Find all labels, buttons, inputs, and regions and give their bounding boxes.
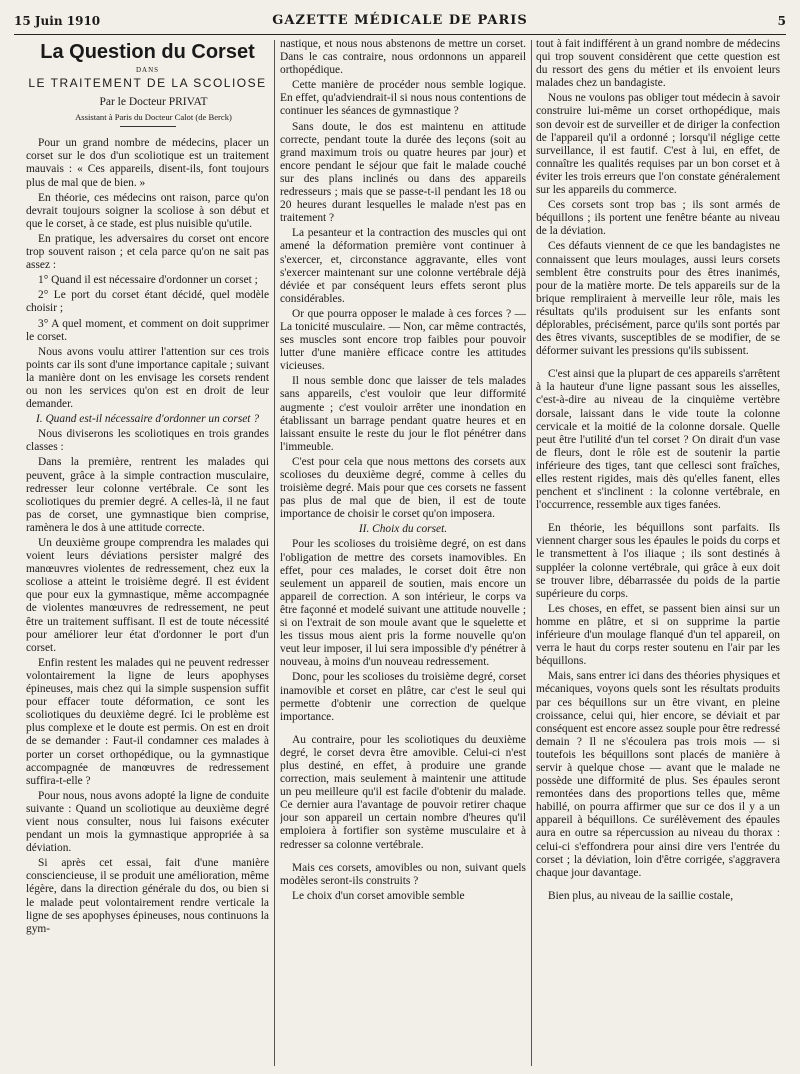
column-rule-right [531,40,532,1066]
list-item: 2° Le port du corset étant décidé, quel modèle choisir ; [26,289,269,315]
paragraph: Bien plus, au niveau de la saillie costale, [548,889,734,902]
paragraph: Un deuxième groupe comprendra les malades qui voient leurs déviations persister malgré des manœuvres violentes de redressement, chez eux la scoliose a atteint le troisième degré. Il est évident que pour eux la gymnastique, même accompagnée de violentes manœuvres de redressement, ne peut être un traitement suffisant. Il est de toute nécessité pour améliorer leur état d'ordonner le port d'un corset. [26,537,269,654]
paragraph: Sans doute, le dos est maintenu en attitude correcte, pendant toute la durée des leçons (soit au grand maximum trois ou quatre heures par jour) et encore pendant le séjour que fait le malade couché sur des plans inclinés ou dans des appareils redresseurs ; mais que se passe-t-il pendant les 18 ou 20 heures durant lesquelles le malade n'est pas en traitement ? [280,120,526,225]
section-heading: II. Choix du corset. [358,523,448,536]
column-3 [536,38,780,1068]
paragraph: Les choses, en effet, se passent bien ainsi sur un homme en plâtre, et si on supprime la partie inférieure d'un moulage flanqué d'un tel appareil, on verra le haut du corps rester soutenu en l'air par les béquillons. [536,602,780,668]
paragraph-gap [280,726,526,734]
paragraph: Pour un grand nombre de médecins, placer un corset sur le dos d'un scoliotique est un traitement mauvais : « Ces appareils, disent-ils, font toujours plus de mal que de bien. » [26,137,269,189]
paragraph: nastique, et nous nous abstenons de mettre un corset. Dans le cas contraire, nous ordonnons un appareil orthopédique. [280,38,526,77]
paragraph: C'est ainsi que la plupart de ces appareils s'arrêtent à la hauteur d'une ligne passant sous les aisselles, c'est-à-dire au niveau de la cinquième vertèbre dorsale, laissant dans le vide toute la colonne cervicale et la moitié de la colonne dorsale. Quelle peut être l'utilité d'un tel corset ? On dirait d'un vase de fleurs, dont le rôle est de soutenir la partie inférieure des tiges, tant que cellesci sont fraîches, elles restent rigides, mais dès qu'elles fanent, elles penchent et s'inclinent : la colonne vertébrale, en l'occurrence, ressemble aux tiges fanées. [536,368,780,512]
journal-title: GAZETTE MÉDICALE DE PARIS [272,13,528,28]
paragraph-gap [536,360,780,368]
article-subtitle: LE TRAITEMENT DE LA SCOLIOSE [28,76,267,90]
running-head [14,8,786,35]
list-item: 1° Quand il est nécessaire d'ordonner un corset ; [38,274,258,287]
paragraph: Nous ne voulons pas obliger tout médecin à savoir construire lui-même un corset orthopédique, mais son devoir est de surveiller et de diriger la confection de l'appareil qu'il a ordonné ; lorsqu'il néglige cette surveillance, il est fautif. C'est à lui, en effet, de connaître les qualités requises par un bon corset et à éviter les trois erreurs que l'on constate généralement sur les appareils du commerce. [536,92,780,197]
list-item: 3° A quel moment, et comment on doit supprimer le corset. [26,317,269,343]
author-affiliation: Assistant à Paris du Docteur Calot (de Berck) [75,112,232,123]
paragraph: Ces défauts viennent de ce que les bandagistes ne connaissent que leurs moulages, aussi leurs corsets semblent être construits pour des êtres inanimés, pour de la matière morte. De tels appareils sur de la brique rempliraient à merveille leur rôle, mais les résultats qu'ils produisent sur les enfants sont déplorables, précisément, parce qu'ils sont portés par des êtres vivants, susceptibles de se modifier, de se déformer suivant les pressions qu'ils subissent. [536,240,780,358]
paragraph: Enfin restent les malades qui ne peuvent redresser volontairement la ligne de leurs apophyses épineuses, mais chez qui la simple suspension suffit pour effacer toute déformation, ce sont les scoliotiques du deuxième degré. Ici le problème est plus complexe et le doute est permis. On est en droit de se demander : Faut-il condamner ces malades à porter un corset orthopédique, ou la gymnastique accompagnée de manœuvres de redressement suffira-t-elle ? [26,656,269,787]
article-author: Par le Docteur PRIVAT [99,96,208,109]
column-2 [280,38,526,1068]
paragraph: tout à fait indifférent à un grand nombre de médecins qui trop souvent considèrent que cette question est du ressort des gens du métier et ils envoient leurs malades chez un bandagiste. [536,38,780,90]
paragraph: Nous diviserons les scoliotiques en trois grandes classes : [26,428,269,454]
paragraph: Pour les scolioses du troisième degré, on est dans l'obligation de mettre des corsets inamovibles. En effet, pour ces malades, le corset doit être non seulement un appareil de soutien, mais encore un appareil de correction. A son intérieur, le corps va être façonné et modelé suivant une attitude nouvelle ; si on l'extrait de son moule avant que le squelette et les tissus mous aient pris la forme nouvelle qu'on veut leur imposer, il lui sera impossible d'y pénétrer à nouveau, à moins d'un nouveau redressement. [280,538,526,669]
article-title-connector: DANS [135,66,160,74]
paragraph: Si après cet essai, fait d'une manière consciencieuse, il se produit une amélioration, même légère, dans la direction générale du dos, ou bien si le malade peut volontairement rendre verticale la ligne de ses apophyses épineuses, nous continuons la gym- [26,857,269,935]
paragraph-gap [280,854,526,862]
paragraph: C'est pour cela que nous mettons des corsets aux scolioses du deuxième degré, comme à celles du troisième degré. Mais pour que ces corsets ne fassent pas plus de mal que de bien, il est de toute importance de choisir le corset qu'on imposera. [280,455,526,521]
paragraph: En théorie, ces médecins ont raison, parce qu'on devrait toujours soigner la scoliose à son début et que le corset, à ce stade, est plus nuisible qu'utile. [26,191,269,230]
section-heading: I. Quand est-il nécessaire d'ordonner un corset ? [35,413,260,426]
paragraph: Au contraire, pour les scoliotiques du deuxième degré, le corset devra être amovible. Celui-ci n'est plus destiné, en effet, à produire une grande correction, mais seulement à maintenir une attitude un peu meilleure qu'il est facile d'obtenir du malade. Ce dernier aura l'avantage de pouvoir retirer chaque jour son appareil un certain nombre d'heures qu'il emploiera à fortifier son système musculaire et à redresser sa colonne vertébrale. [280,733,526,851]
paragraph: La pesanteur et la contraction des muscles qui ont amené la déformation première vont continuer à s'exercer, et, circonstance aggravante, elles vont s'exercer maintenant sur une colonne vertébrale déjà déviée et par conséquent leurs effets seront plus considérables. [280,227,526,305]
paragraph: Mais ces corsets, amovibles ou non, suivant quels modèles seront-ils construits ? [280,861,526,887]
paragraph: En pratique, les adversaires du corset ont encore trop souvent raison ; et cela parce qu'on ne sait pas assez : [26,232,269,272]
column-1 [26,38,269,1068]
paragraph: Or que pourra opposer le malade à ces forces ? — La tonicité musculaire. — Non, car même contractés, ses muscles sont encore trop faibles pour pouvoir lutter d'une manière efficace contre les attitudes vicieuses. [280,307,526,373]
paragraph: Il nous semble donc que laisser de tels malades sans appareils, c'est vouloir que leur difformité augmente ; c'est vouloir arrêter une inondation en établissant un barrage pendant quatre heures et en laissant ensuite le reste du jour le flot pénétrer dans l'immeuble. [280,375,526,453]
paragraph: Mais, sans entrer ici dans des théories physiques et mécaniques, voyons quels sont les résultats produits par ces béquillons sur un être vivant, en pleine croissance, celui qui, hier encore, se déviait et par conséquent est encore assez souple pour être redressé demain ? Il ne s'écoulera pas trois mois — si toutefois les béquillons sont placés de manière à servir à quelque chose — avant que le malade ne possède une difformité de plus. Ses épaules seront remontées dans des proportions telles que, même habillé, on pourra affirmer que sur ce dos il y a un appareil à béquillons. Ce surélèvement des épaules aura en outre sa répercussion au niveau du thorax : celui-ci s'effondrera pour ainsi dire vers l'entrée du corset ; la déviation, loin d'être corrigée, s'aggravera chaque jour davantage. [536,670,780,879]
paragraph-gap [536,514,780,522]
paragraph: Ces corsets sont trop bas ; ils sont armés de béquillons ; ils portent une fenêtre béante au niveau de la déviation. [536,199,780,238]
paragraph: Nous avons voulu attirer l'attention sur ces trois points car ils sont d'une importance capitale ; suivant la manière dont on les envisage les corsets rendent ou non les services qu'on est en droit de leur demander. [26,345,269,411]
paragraph: Donc, pour les scolioses du troisième degré, corset inamovible et corset en plâtre, car c'est le seul qui permette d'obtenir une correction de quelque importance. [280,671,526,723]
title-separator [120,126,176,127]
paragraph: Le choix d'un corset amovible semble [292,889,465,902]
article-title: La Question du Corset [40,41,255,63]
paragraph: En théorie, les béquillons sont parfaits. Ils viennent charger sous les épaules le poids du corps et le transmettent à l'os iliaque ; ils sont destinés à suppléer la colonne vertébrale, qui grâce à eux doit se trouver libre, débarrassée du poids de la partie supérieure du corps. [536,522,780,600]
paragraph: Pour nous, nous avons adopté la ligne de conduite suivante : Quand un scoliotique au deuxième degré vient nous consulter, nous lui faisons exécuter pendant un mois la gymnastique appropriée à sa déviation. [26,789,269,855]
paragraph: Cette manière de procéder nous semble logique. En effet, qu'adviendrait-il si nous nous contentions de continuer les séances de gymnastique ? [280,79,526,118]
paragraph-gap [536,882,780,890]
paragraph: Dans la première, rentrent les malades qui peuvent, grâce à la simple contraction musculaire, redresser leur colonne vertébrale. Ce sont les scoliotiques du premier degré. A celles-là, il ne faut pas de corset, une gymnastique bien comprise, ramènera le dos à une attitude correcte. [26,456,269,534]
issue-date: 15 Juin 1910 [14,14,101,28]
column-rule-left [274,40,275,1066]
page-number: 5 [777,14,786,28]
